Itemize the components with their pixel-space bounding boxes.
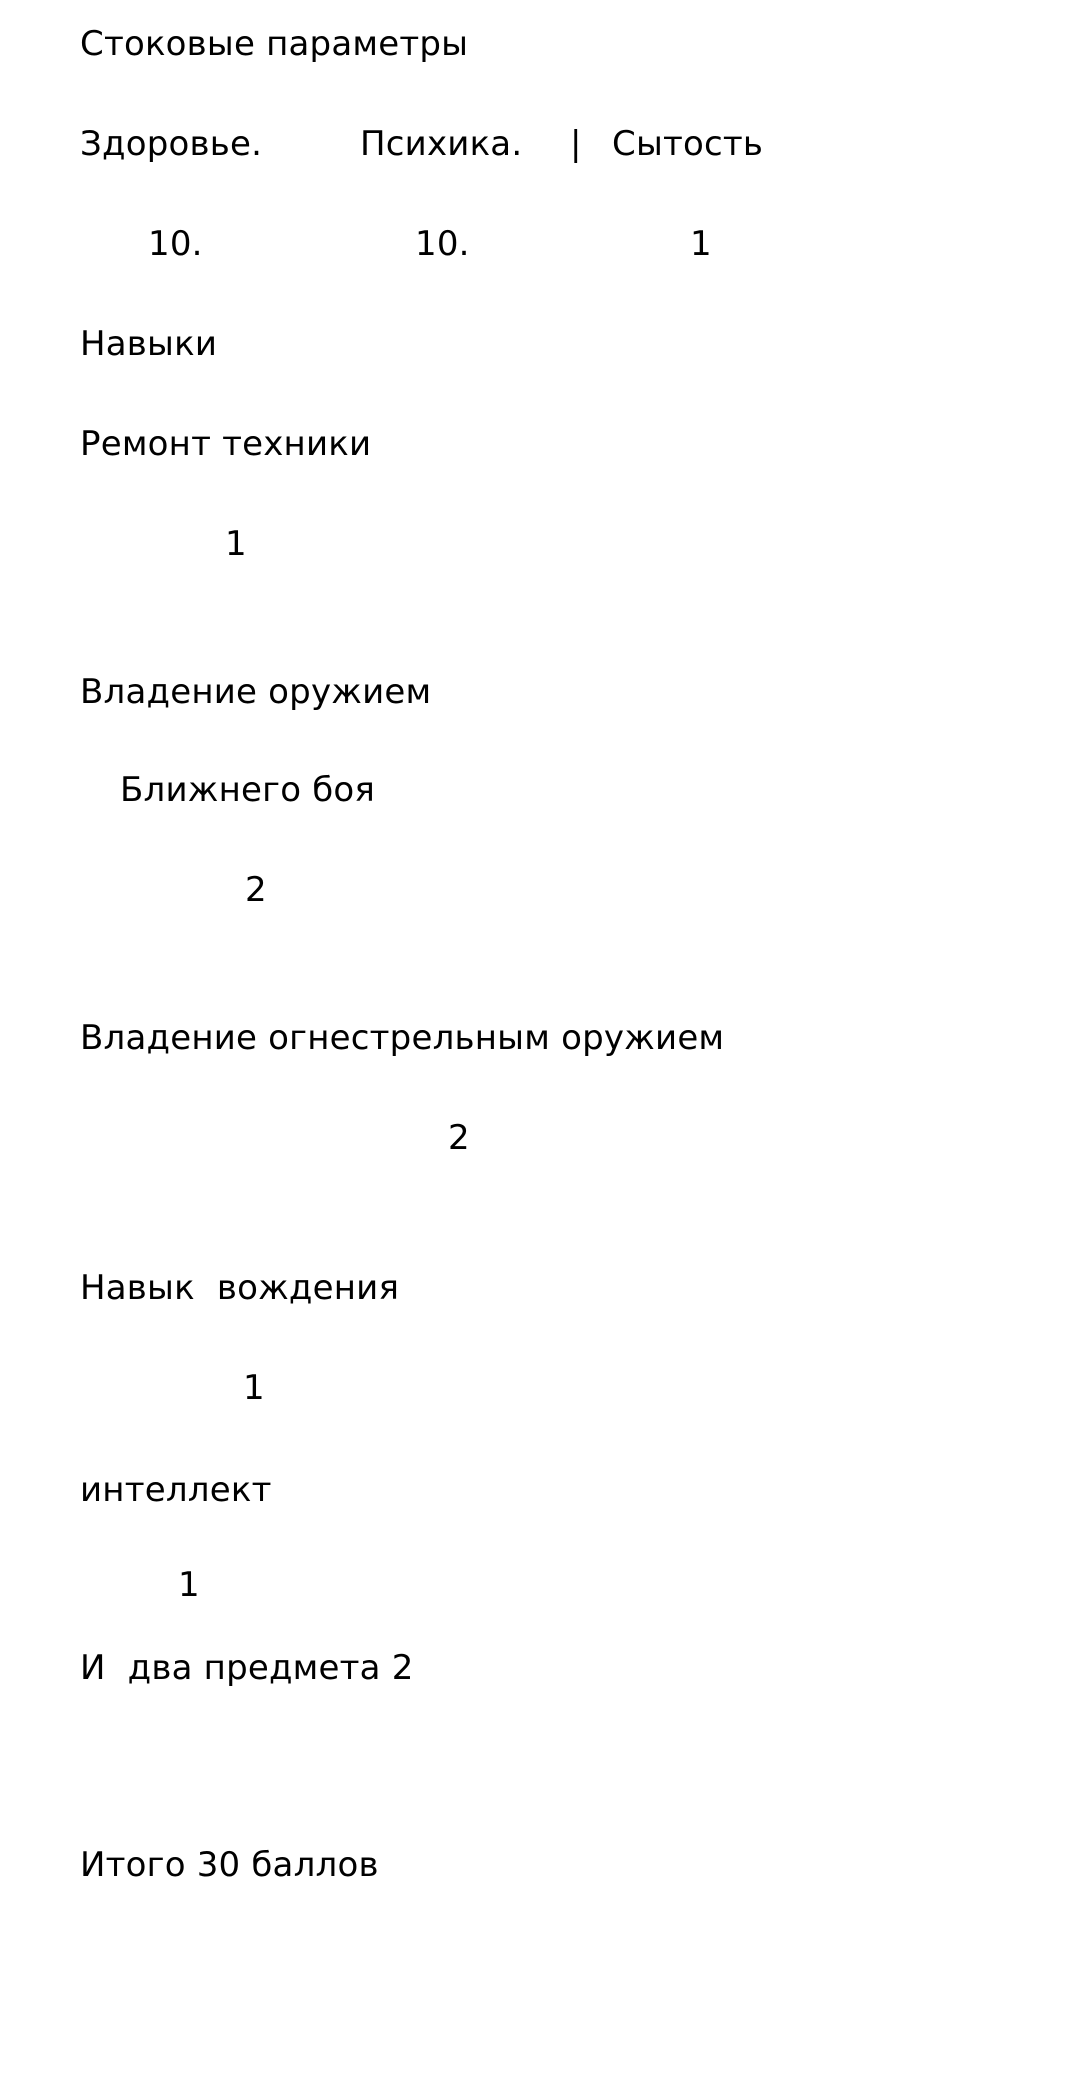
skill-name-weapon-mastery: Владение оружием (80, 672, 432, 712)
skill-value-intellect: 1 (178, 1565, 200, 1605)
stat-label-psyche: Психика. (360, 124, 523, 164)
skill-value-repair: 1 (225, 524, 247, 564)
stat-label-satiety: Сытость (612, 124, 764, 164)
skill-name-driving: Навык вождения (80, 1268, 400, 1308)
stat-value-psyche: 10. (415, 224, 470, 264)
skill-name-repair: Ремонт техники (80, 424, 372, 464)
items-line: И два предмета 2 (80, 1648, 414, 1688)
skill-name-intellect: интеллект (80, 1470, 272, 1510)
stat-value-satiety: 1 (690, 224, 712, 264)
page-title: Стоковые параметры (80, 24, 469, 64)
stat-separator: | (570, 124, 582, 164)
skill-value-driving: 1 (243, 1368, 265, 1408)
total-line: Итого 30 баллов (80, 1845, 379, 1885)
skill-value-melee: 2 (245, 870, 267, 910)
skill-value-firearms: 2 (448, 1118, 470, 1158)
stat-label-health: Здоровье. (80, 124, 263, 164)
skill-sub-melee: Ближнего боя (120, 770, 376, 810)
stat-value-health: 10. (148, 224, 203, 264)
skill-name-firearms: Владение огнестрельным оружием (80, 1018, 725, 1058)
skills-heading: Навыки (80, 324, 218, 364)
